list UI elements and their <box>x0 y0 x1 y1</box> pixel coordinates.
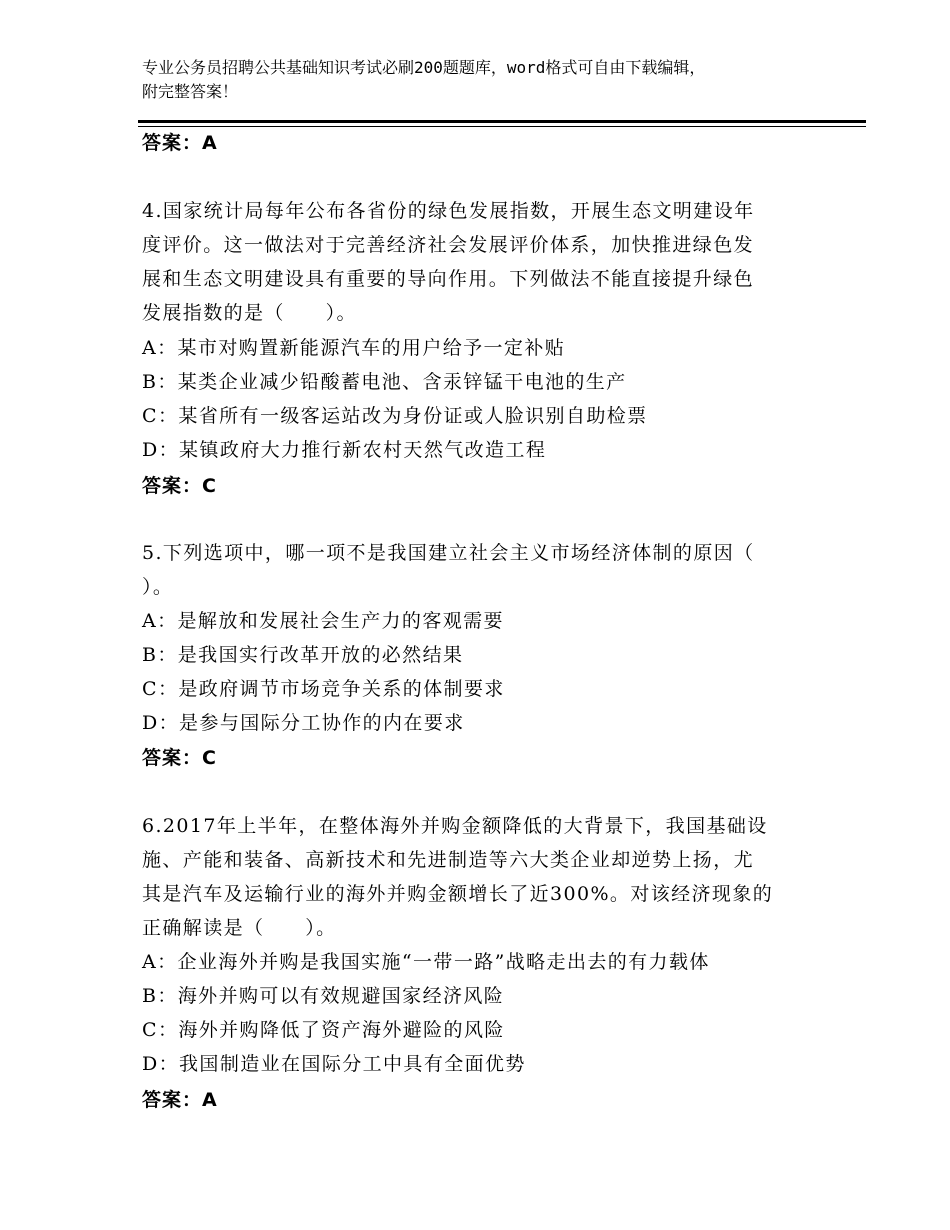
q6-answer: 答案：A <box>142 1089 218 1111</box>
q6-stem-line-4: 正确解读是（ ）。 <box>142 917 337 939</box>
q6-option-d: D：我国制造业在国际分工中具有全面优势 <box>142 1053 526 1075</box>
q6-option-c: C：海外并购降低了资产海外避险的风险 <box>142 1019 505 1041</box>
q4-stem-line-3: 展和生态文明建设具有重要的导向作用。下列做法不能直接提升绿色 <box>142 268 755 290</box>
q6-stem-line-2: 施、产能和装备、高新技术和先进制造等六大类企业却逆势上扬，尤 <box>142 849 755 871</box>
q4-option-b: B：某类企业减少铅酸蓄电池、含汞锌锰干电池的生产 <box>142 371 627 393</box>
q4-option-a: A：某市对购置新能源汽车的用户给予一定补贴 <box>142 337 566 359</box>
q5-stem-line-1: 5.下列选项中，哪一项不是我国建立社会主义市场经济体制的原因（ <box>142 542 755 564</box>
q4-answer: 答案：C <box>142 475 217 497</box>
page-header <box>142 56 812 104</box>
header-rule-thin <box>138 126 866 127</box>
q5-stem-line-2: ）。 <box>142 576 174 598</box>
header-rule-thick <box>138 120 866 123</box>
q5-option-a: A：是解放和发展社会生产力的客观需要 <box>142 610 504 632</box>
q4-option-c: C：某省所有一级客运站改为身份证或人脸识别自助检票 <box>142 405 648 427</box>
q5-option-b: B：是我国实行改革开放的必然结果 <box>142 644 464 666</box>
q6-stem-line-3: 其是汽车及运输行业的海外并购金额增长了近300%。对该经济现象的 <box>142 883 774 905</box>
q5-option-d: D：是参与国际分工协作的内在要求 <box>142 712 465 734</box>
q4-stem-line-4: 发展指数的是（ ）。 <box>142 302 357 324</box>
q5-option-c: C：是政府调节市场竞争关系的体制要求 <box>142 678 505 700</box>
q5-answer: 答案：C <box>142 747 217 769</box>
header-line-2: 附完整答案！ <box>142 82 239 101</box>
answer-previous: 答案：A <box>142 132 218 154</box>
q6-option-b: B：海外并购可以有效规避国家经济风险 <box>142 985 505 1007</box>
header-line-1: 专业公务员招聘公共基础知识考试必刷200题题库，word格式可自由下载编辑， <box>142 58 706 77</box>
q6-stem-line-1: 6.2017年上半年，在整体海外并购金额降低的大背景下，我国基础设 <box>142 815 768 837</box>
q6-option-a: A：企业海外并购是我国实施“一带一路”战略走出去的有力载体 <box>142 951 710 973</box>
q4-stem-line-1: 4.国家统计局每年公布各省份的绿色发展指数，开展生态文明建设年 <box>142 200 755 222</box>
q4-option-d: D：某镇政府大力推行新农村天然气改造工程 <box>142 439 547 461</box>
q4-stem-line-2: 度评价。这一做法对于完善经济社会发展评价体系，加快推进绿色发 <box>142 234 755 256</box>
